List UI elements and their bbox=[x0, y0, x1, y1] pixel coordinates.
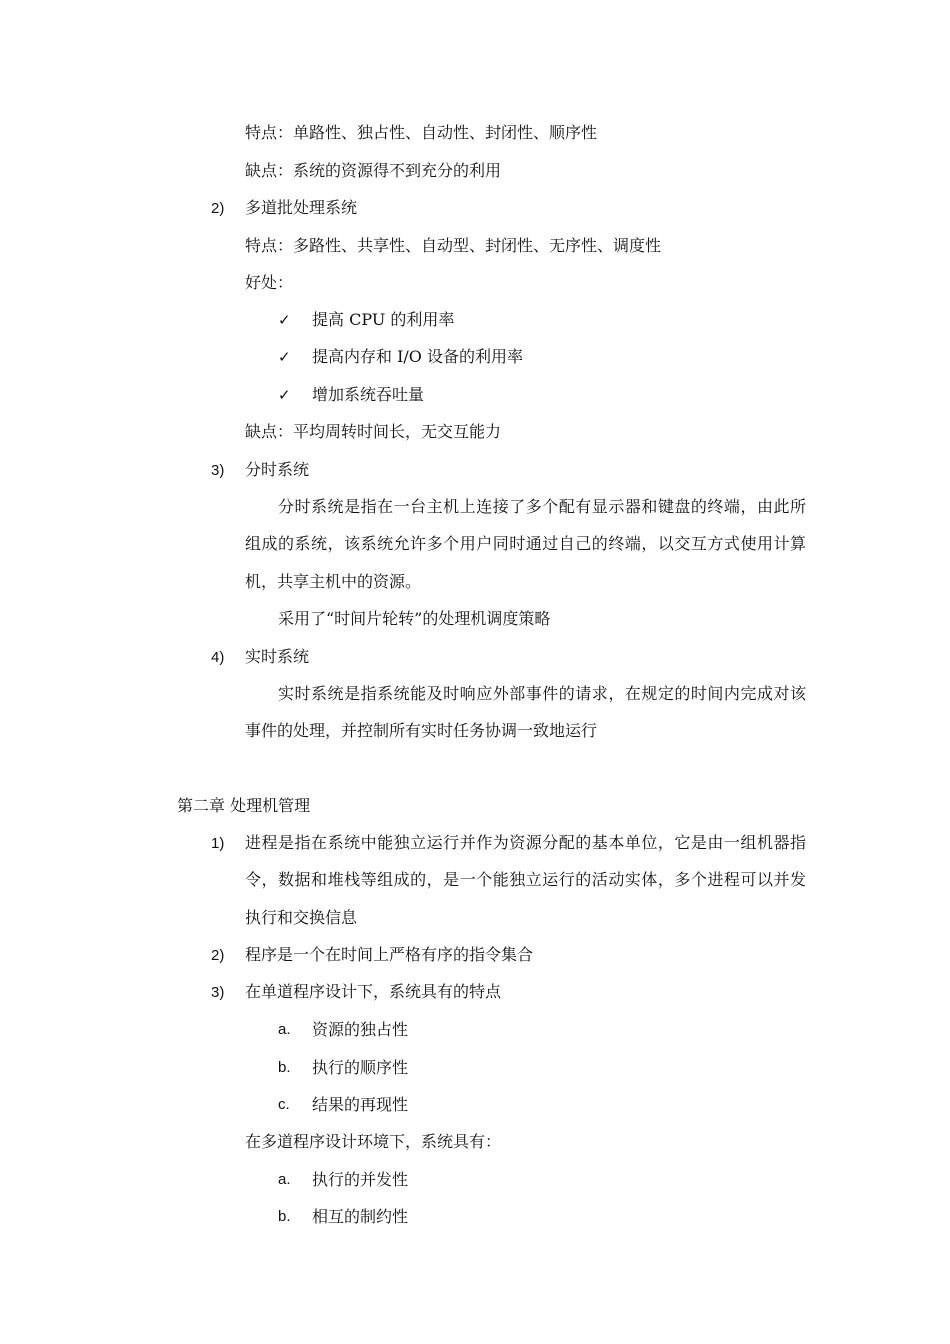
process-definition-line: 进程是指在系统中能独立运行并作为资源分配的基本单位，它是由一组机器指 bbox=[245, 833, 806, 852]
list-letter: b. bbox=[278, 1059, 291, 1076]
batch-multi-benefits-label: 好处： bbox=[245, 273, 294, 292]
check-icon: ✓ bbox=[278, 311, 291, 329]
list-letter: b. bbox=[278, 1208, 291, 1225]
time-sharing-paragraph-line: 组成的系统，该系统允许多个用户同时通过自己的终端，以交互方式使用计算 bbox=[245, 534, 806, 553]
time-sharing-paragraph-line: 分时系统是指在一台主机上连接了多个配有显示器和键盘的终端，由此所 bbox=[278, 497, 806, 516]
single-feature-item: 结果的再现性 bbox=[312, 1095, 409, 1114]
chapter-heading: 第二章 处理机管理 bbox=[177, 796, 311, 815]
process-definition-line: 执行和交换信息 bbox=[245, 908, 358, 927]
multi-program-intro: 在多道程序设计环境下，系统具有： bbox=[245, 1132, 502, 1151]
batch-multi-drawback: 缺点：平均周转时间长，无交互能力 bbox=[245, 422, 502, 441]
list-number: 2) bbox=[211, 200, 225, 217]
single-program-intro: 在单道程序设计下，系统具有的特点 bbox=[245, 982, 502, 1001]
single-feature-item: 资源的独占性 bbox=[312, 1020, 409, 1039]
list-number: 1) bbox=[211, 835, 225, 852]
batch-single-features: 特点：单路性、独占性、自动性、封闭性、顺序性 bbox=[245, 123, 598, 142]
benefit-item: 增加系统吞吐量 bbox=[312, 385, 425, 404]
benefit-item: 提高内存和 I/O 设备的利用率 bbox=[312, 347, 524, 366]
check-icon: ✓ bbox=[278, 348, 291, 366]
real-time-paragraph-line: 实时系统是指系统能及时响应外部事件的请求，在规定的时间内完成对该 bbox=[278, 684, 806, 703]
list-number: 3) bbox=[211, 462, 225, 479]
batch-multi-features: 特点：多路性、共享性、自动型、封闭性、无序性、调度性 bbox=[245, 236, 662, 255]
list-number: 2) bbox=[211, 947, 225, 964]
real-time-paragraph-line: 事件的处理，并控制所有实时任务协调一致地运行 bbox=[245, 721, 598, 740]
process-definition-line: 令，数据和堆栈等组成的，是一个能独立运行的活动实体，多个进程可以并发 bbox=[245, 870, 806, 889]
list-letter: c. bbox=[278, 1096, 290, 1113]
program-definition: 程序是一个在时间上严格有序的指令集合 bbox=[245, 945, 534, 964]
batch-single-drawback: 缺点：系统的资源得不到充分的利用 bbox=[245, 161, 502, 180]
benefit-item: 提高 CPU 的利用率 bbox=[312, 310, 455, 329]
list-number: 4) bbox=[211, 649, 225, 666]
list-letter: a. bbox=[278, 1171, 291, 1188]
multi-feature-item: 执行的并发性 bbox=[312, 1170, 409, 1189]
single-feature-item: 执行的顺序性 bbox=[312, 1058, 409, 1077]
multi-feature-item: 相互的制约性 bbox=[312, 1207, 409, 1226]
list-letter: a. bbox=[278, 1021, 291, 1038]
time-sharing-strategy: 采用了“时间片轮转”的处理机调度策略 bbox=[278, 609, 551, 628]
list-number: 3) bbox=[211, 984, 225, 1001]
check-icon: ✓ bbox=[278, 386, 291, 404]
section-title-batch-multi: 多道批处理系统 bbox=[245, 198, 358, 217]
section-title-time-sharing: 分时系统 bbox=[245, 460, 310, 479]
section-title-real-time: 实时系统 bbox=[245, 647, 310, 666]
time-sharing-paragraph-line: 机，共享主机中的资源。 bbox=[245, 572, 422, 591]
